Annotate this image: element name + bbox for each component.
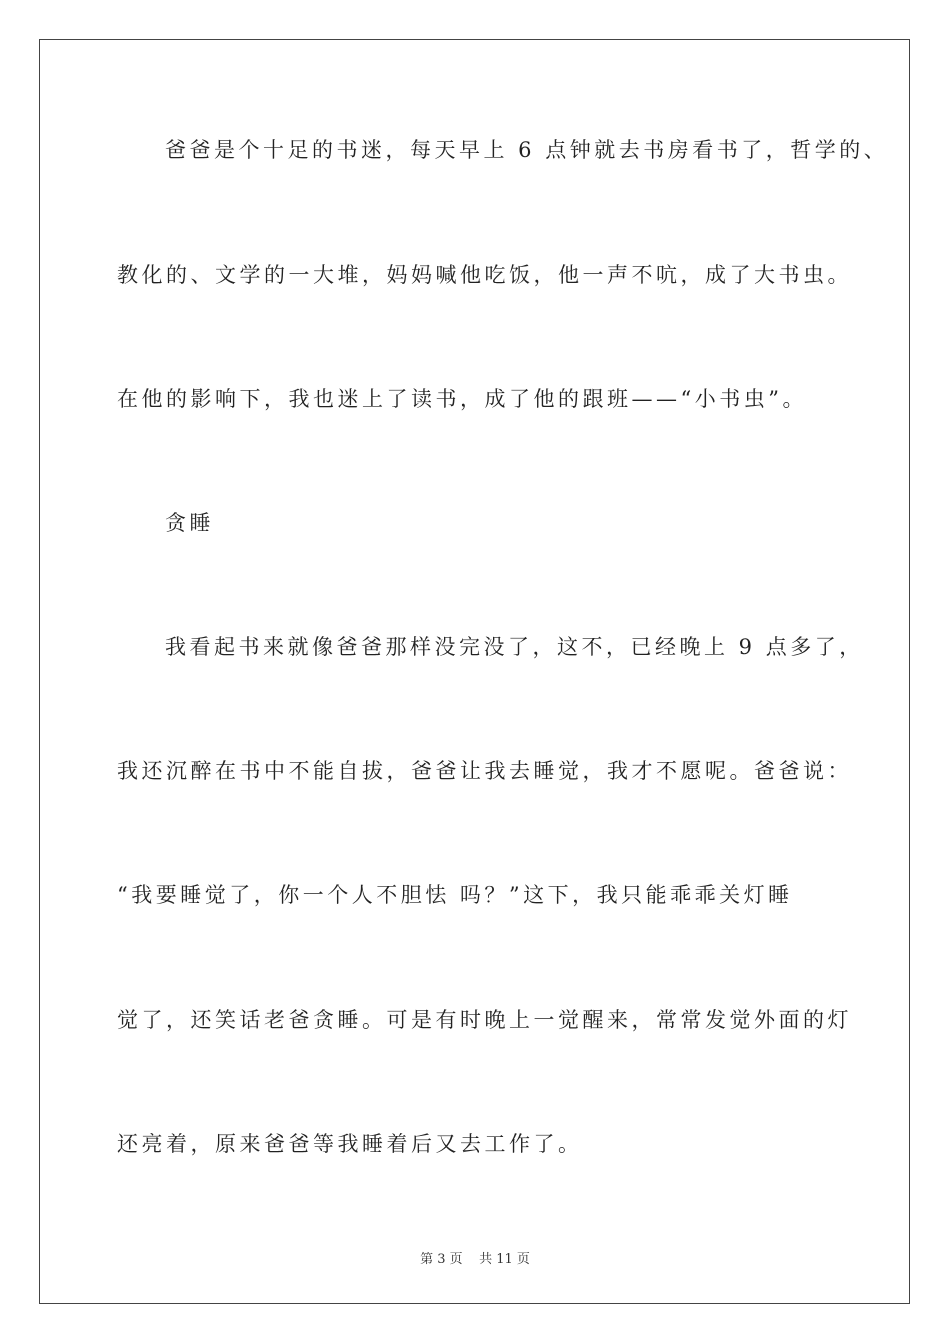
paragraph-line: 我看起书来就像爸爸那样没完没了，这不，已经晚上 9 点多了， [165, 635, 864, 659]
paragraph-line: 爸爸是个十足的书迷，每天早上 6 点钟就去书房看书了，哲学的、 [165, 138, 889, 162]
section-heading: 贪睡 [165, 511, 214, 535]
paragraph-line: 还亮着，原来爸爸等我睡着后又去工作了。 [117, 1132, 583, 1156]
paragraph-line: 教化的、文学的一大堆，妈妈喊他吃饭，他一声不吭，成了大书虫。 [117, 263, 852, 287]
paragraph-line: 觉了，还笑话老爸贪睡。可是有时晚上一觉醒来，常常发觉外面的灯 [117, 1008, 852, 1032]
page-number: 第 3 页 共 11 页 [420, 1252, 530, 1267]
page-frame [39, 39, 910, 1304]
paragraph-line: 我还沉醉在书中不能自拔，爸爸让我去睡觉，我才不愿呢。爸爸说： [117, 759, 852, 783]
paragraph-line: 在他的影响下，我也迷上了读书，成了他的跟班——“小书虫”。 [117, 387, 807, 411]
paragraph-line: “我要睡觉了，你一个人不胆怯 吗？”这下，我只能乖乖关灯睡 [117, 883, 793, 907]
